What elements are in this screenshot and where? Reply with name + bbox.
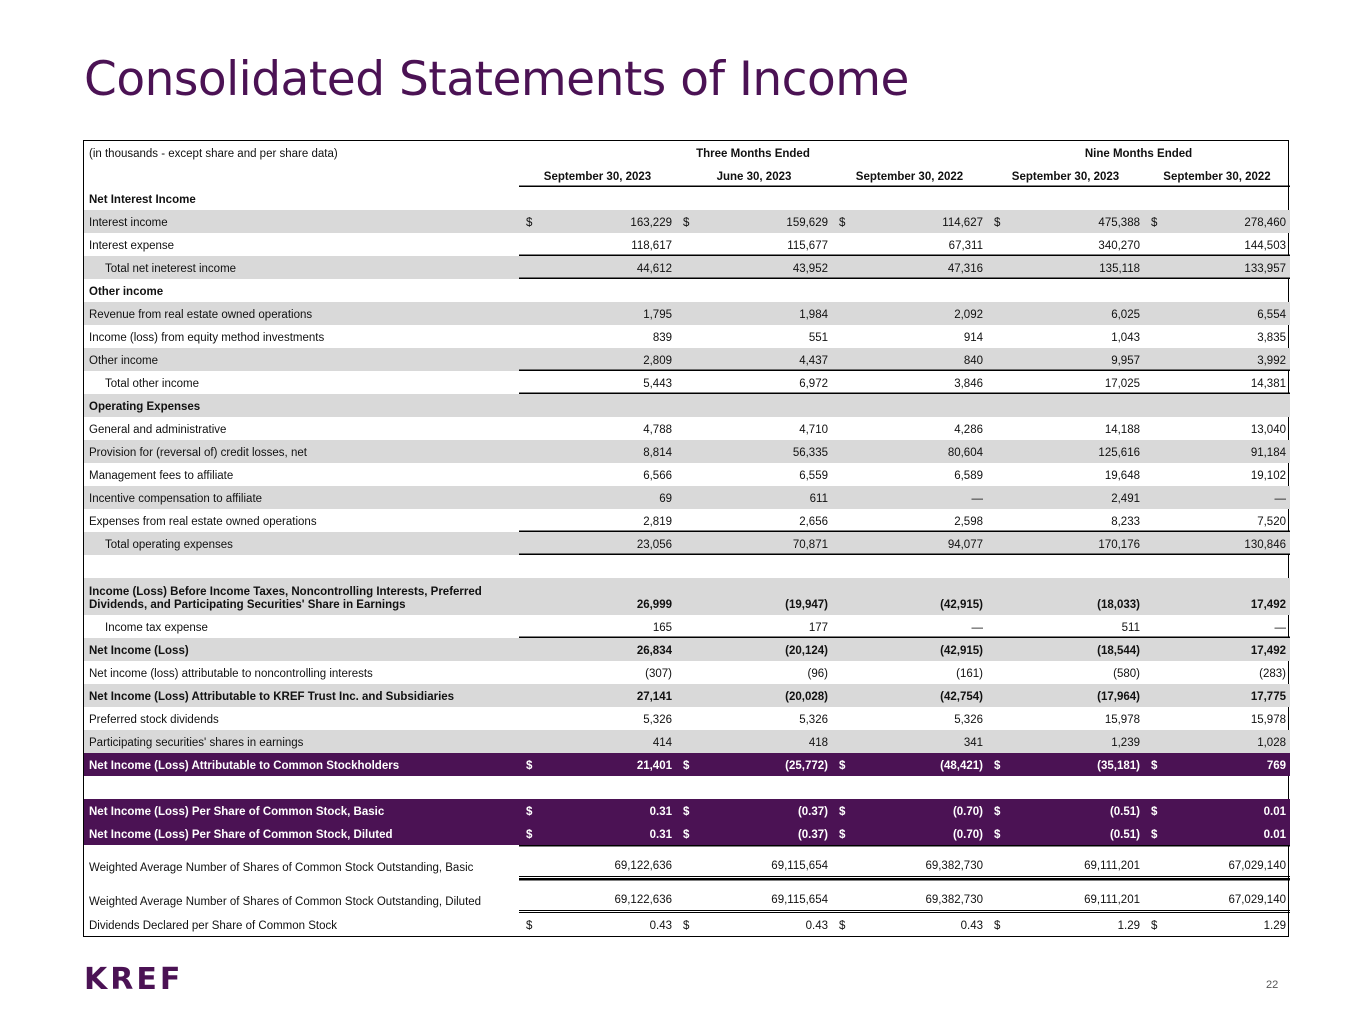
currency-symbol: $: [1151, 920, 1158, 932]
cell-value: 6,025: [987, 302, 1144, 325]
cell-value-text: (48,421): [940, 760, 983, 772]
cell-value: 23,056: [519, 532, 676, 555]
cell-value: 2,809: [519, 348, 676, 371]
cell-value: 6,972: [676, 371, 832, 394]
row-label: Interest income: [84, 210, 519, 233]
currency-symbol: $: [994, 829, 1001, 841]
currency-symbol: $: [1151, 829, 1158, 841]
section-heading: Operating Expenses: [84, 394, 519, 417]
cell-value: 3,992: [1144, 348, 1290, 371]
cell-value-text: (0.37): [797, 806, 828, 818]
table-row: [84, 463, 1290, 486]
row-label: Net Income (Loss) Attributable to Common Stockholders: [84, 753, 519, 776]
table-row: [84, 210, 1290, 233]
cell-value: 17,492: [1144, 578, 1290, 615]
cell-value: 43,952: [676, 256, 832, 279]
cell-value: [1144, 210, 1290, 233]
currency-symbol: $: [526, 806, 533, 818]
cell-value: 27,141: [519, 684, 676, 707]
currency-symbol: $: [683, 760, 690, 772]
kref-logo: KREF: [84, 962, 184, 997]
cell-value: [519, 912, 676, 937]
cell-value: 44,612: [519, 256, 676, 279]
cell-value: (18,033): [987, 578, 1144, 615]
cell-value: 69,122,636: [519, 878, 676, 912]
cell-value: 56,335: [676, 440, 832, 463]
row-label: Revenue from real estate owned operations: [84, 302, 519, 325]
column-header: September 30, 2022: [832, 164, 987, 187]
column-header: June 30, 2023: [676, 164, 832, 187]
table-row: [84, 878, 1290, 912]
table-row: [84, 371, 1290, 394]
cell-value: 2,491: [987, 486, 1144, 509]
cell-value: 14,381: [1144, 371, 1290, 394]
cell-value-text: 114,627: [942, 217, 983, 229]
cell-value-text: (25,772): [785, 760, 828, 772]
table-row: [84, 684, 1290, 707]
currency-symbol: $: [1151, 760, 1158, 772]
cell-value: 165: [519, 615, 676, 638]
cell-value-text: 1.29: [1263, 920, 1286, 932]
cell-value: 118,617: [519, 233, 676, 256]
cell-value-text: 0.43: [649, 920, 672, 932]
cell-value: [676, 753, 832, 776]
currency-symbol: $: [994, 217, 1001, 229]
cell-value: 17,025: [987, 371, 1144, 394]
cell-value: 2,656: [676, 509, 832, 532]
column-header: September 30, 2023: [519, 164, 676, 187]
cell-value: 17,492: [1144, 638, 1290, 661]
table-row: [84, 233, 1290, 256]
cell-value: (580): [1113, 668, 1140, 680]
cell-value-text: 0.31: [649, 829, 672, 841]
cell-value: [676, 912, 832, 937]
cell-value: (307): [645, 668, 672, 680]
cell-value: 1,043: [1111, 332, 1140, 344]
column-header: September 30, 2023: [987, 164, 1144, 187]
cell-value: 5,326: [954, 714, 983, 726]
table-row: [84, 912, 1290, 937]
cell-value: 69,382,730: [832, 878, 987, 912]
cell-value: (18,544): [987, 638, 1144, 661]
cell-value: 67,029,140: [1144, 878, 1290, 912]
cell-value: 8,814: [519, 440, 676, 463]
cell-value: [676, 799, 832, 822]
cell-value: (283): [1259, 668, 1286, 680]
cell-value: 340,270: [987, 233, 1144, 256]
currency-symbol: $: [683, 217, 690, 229]
cell-value-text: 159,629: [786, 217, 828, 229]
cell-value-text: (0.70): [952, 829, 983, 841]
cell-value-text: 1.29: [1117, 920, 1140, 932]
cell-value: [1144, 753, 1290, 776]
column-header-row: [84, 164, 1290, 187]
currency-symbol: $: [683, 829, 690, 841]
row-label: Expenses from real estate owned operations: [89, 516, 317, 528]
table-row: [84, 822, 1290, 845]
units-note: (in thousands - except share and per share data): [89, 148, 338, 160]
row-label: Net Income (Loss) Per Share of Common Stock, Basic: [84, 799, 519, 822]
three-months-header: Three Months Ended: [696, 148, 810, 160]
cell-value: [519, 822, 676, 845]
table-row: [84, 279, 1290, 302]
cell-value-text: 0.01: [1263, 829, 1286, 841]
section-heading: Net Interest Income: [89, 194, 196, 206]
row-label: Management fees to affiliate: [89, 470, 234, 482]
cell-value: 67,311: [832, 233, 987, 256]
cell-value: 839: [652, 332, 672, 344]
cell-value: 144,503: [1144, 233, 1290, 256]
cell-value: 17,775: [1144, 684, 1290, 707]
cell-value: 418: [676, 730, 832, 753]
cell-value: 69,111,201: [987, 845, 1144, 878]
cell-value: 6,554: [1144, 302, 1290, 325]
cell-value: 47,316: [832, 256, 987, 279]
cell-value: 125,616: [987, 440, 1144, 463]
row-label: General and administrative: [89, 424, 227, 436]
table-row: [84, 615, 1290, 638]
currency-symbol: $: [526, 217, 533, 229]
currency-symbol: $: [994, 760, 1001, 772]
cell-value: (20,124): [676, 638, 832, 661]
currency-symbol: $: [526, 760, 533, 772]
cell-value: [519, 210, 676, 233]
cell-value: 4,710: [799, 424, 828, 436]
row-label: Income tax expense: [105, 622, 208, 634]
currency-symbol: $: [526, 920, 533, 932]
table-row: [84, 302, 1290, 325]
table-row: [84, 348, 1290, 371]
cell-value: 26,834: [519, 638, 676, 661]
cell-value: [832, 822, 987, 845]
table-row: [84, 187, 1290, 210]
row-label: Income (Loss) Before Income Taxes, Noncontrolling Interests, Preferred Dividends, and Participating Securities' Share in Earnings: [84, 578, 519, 615]
cell-value: [987, 210, 1144, 233]
cell-value-text: 769: [1266, 760, 1286, 772]
cell-value: 9,957: [987, 348, 1144, 371]
section-heading: Other income: [89, 286, 164, 298]
table-row: [84, 394, 1290, 417]
row-label: Income (loss) from equity method investments: [89, 332, 325, 344]
cell-value: 91,184: [1144, 440, 1290, 463]
table-row: [84, 509, 1290, 532]
cell-value: 15,978: [1104, 714, 1140, 726]
row-label: Net income (loss) attributable to noncontrolling interests: [89, 668, 373, 680]
currency-symbol: $: [526, 829, 533, 841]
row-label: Other income: [84, 348, 519, 371]
cell-value: [832, 210, 987, 233]
cell-value: 69,115,654: [676, 845, 832, 878]
cell-value: 80,604: [832, 440, 987, 463]
cell-value: 1,984: [676, 302, 832, 325]
cell-value: 19,648: [1104, 470, 1140, 482]
cell-value: [832, 753, 987, 776]
table-row: [84, 486, 1290, 509]
cell-value: [519, 753, 676, 776]
table-row: [84, 638, 1290, 661]
currency-symbol: $: [839, 829, 846, 841]
cell-value-text: 0.43: [805, 920, 828, 932]
cell-value: 511: [987, 615, 1144, 638]
cell-value: [987, 822, 1144, 845]
cell-value-text: 0.31: [649, 806, 672, 818]
cell-value: (17,964): [987, 684, 1144, 707]
table-row: [84, 440, 1290, 463]
cell-value: 2,819: [519, 509, 676, 532]
cell-value: 14,188: [1104, 424, 1140, 436]
cell-value: 1,239: [987, 730, 1144, 753]
currency-symbol: $: [1151, 217, 1158, 229]
row-label: Preferred stock dividends: [89, 714, 219, 726]
cell-value: 69: [519, 486, 676, 509]
cell-value: 341: [832, 730, 987, 753]
cell-value: 4,437: [676, 348, 832, 371]
cell-value: 3,835: [1257, 332, 1286, 344]
cell-value: 135,118: [987, 256, 1144, 279]
table-row: [84, 417, 1290, 440]
cell-value: 177: [676, 615, 832, 638]
currency-symbol: $: [839, 920, 846, 932]
row-label: Net Income (Loss): [84, 638, 519, 661]
cell-value: 67,029,140: [1144, 845, 1290, 878]
cell-value-text: (0.37): [797, 829, 828, 841]
cell-value-text: (0.51): [1109, 806, 1140, 818]
cell-value: 914: [963, 332, 983, 344]
table-row: [84, 845, 1290, 878]
cell-value: —: [1144, 486, 1290, 509]
cell-value: 5,443: [519, 371, 676, 394]
cell-value: (19,947): [676, 578, 832, 615]
cell-value: 4,286: [954, 424, 983, 436]
cell-value: 1,028: [1144, 730, 1290, 753]
cell-value: 13,040: [1250, 424, 1286, 436]
cell-value-text: 475,388: [1098, 217, 1140, 229]
cell-value: [987, 753, 1144, 776]
row-label: Incentive compensation to affiliate: [84, 486, 519, 509]
row-label: Net Income (Loss) Per Share of Common Stock, Diluted: [84, 822, 519, 845]
cell-value: 115,677: [676, 233, 832, 256]
currency-symbol: $: [839, 760, 846, 772]
currency-symbol: $: [683, 806, 690, 818]
cell-value: 170,176: [987, 532, 1144, 555]
table-row: [84, 661, 1290, 684]
cell-value: [1144, 912, 1290, 937]
page-number: 22: [1266, 979, 1279, 991]
cell-value: 6,559: [799, 470, 828, 482]
row-label: Total other income: [105, 378, 199, 390]
table-row: [84, 578, 1290, 615]
row-label: Provision for (reversal of) credit losses, net: [84, 440, 519, 463]
cell-value-text: (0.70): [952, 806, 983, 818]
currency-symbol: $: [994, 806, 1001, 818]
currency-symbol: $: [839, 806, 846, 818]
cell-value: 840: [832, 348, 987, 371]
cell-value-text: 0.43: [960, 920, 983, 932]
currency-symbol: $: [1151, 806, 1158, 818]
cell-value: 26,999: [519, 578, 676, 615]
cell-value: 414: [519, 730, 676, 753]
table-row: [84, 707, 1290, 730]
cell-value-text: 21,401: [636, 760, 672, 772]
spacer-row: [84, 776, 1290, 799]
currency-symbol: $: [839, 217, 846, 229]
cell-value: 6,589: [954, 470, 983, 482]
cell-value: 7,520: [1144, 509, 1290, 532]
cell-value: [832, 799, 987, 822]
table-row: [84, 532, 1290, 555]
column-header: September 30, 2022: [1144, 164, 1290, 187]
cell-value: [676, 822, 832, 845]
page-title: Consolidated Statements of Income: [84, 52, 909, 107]
row-label: Total net ineterest income: [84, 256, 519, 279]
cell-value: [1144, 799, 1290, 822]
cell-value: 6,566: [643, 470, 672, 482]
row-label: Interest expense: [89, 240, 175, 252]
group-header-row: [84, 141, 1290, 164]
cell-value: 2,092: [832, 302, 987, 325]
cell-value: [1144, 822, 1290, 845]
cell-value: (42,754): [832, 684, 987, 707]
cell-value: 133,957: [1144, 256, 1290, 279]
table-row: [84, 799, 1290, 822]
currency-symbol: $: [994, 920, 1001, 932]
cell-value: 69,382,730: [832, 845, 987, 878]
cell-value: (42,915): [832, 638, 987, 661]
cell-value: 94,077: [832, 532, 987, 555]
cell-value: (42,915): [832, 578, 987, 615]
spacer-row: [84, 555, 1290, 578]
cell-value: 4,788: [643, 424, 672, 436]
cell-value: 130,846: [1144, 532, 1290, 555]
cell-value-text: 0.01: [1263, 806, 1286, 818]
cell-value: 2,598: [832, 509, 987, 532]
row-label: Dividends Declared per Share of Common Stock: [89, 920, 338, 932]
currency-symbol: $: [683, 920, 690, 932]
row-label: Total operating expenses: [84, 532, 519, 555]
nine-months-header: Nine Months Ended: [1084, 148, 1193, 160]
cell-value: 19,102: [1250, 470, 1286, 482]
cell-value: —: [832, 486, 987, 509]
cell-value: [987, 912, 1144, 937]
cell-value-text: (0.51): [1109, 829, 1140, 841]
cell-value-text: 163,229: [630, 217, 672, 229]
cell-value: 5,326: [799, 714, 828, 726]
cell-value: 3,846: [832, 371, 987, 394]
cell-value: [987, 799, 1144, 822]
table-row: [84, 256, 1290, 279]
cell-value: (96): [807, 668, 828, 680]
cell-value: [676, 210, 832, 233]
income-statement-table: [83, 140, 1289, 937]
cell-value: 1,795: [519, 302, 676, 325]
cell-value: (20,028): [676, 684, 832, 707]
cell-value: 15,978: [1250, 714, 1286, 726]
cell-value-text: 278,460: [1244, 217, 1286, 229]
cell-value: 5,326: [643, 714, 672, 726]
cell-value: [832, 912, 987, 937]
table-row: [84, 730, 1290, 753]
cell-value: —: [1144, 615, 1290, 638]
cell-value-text: (35,181): [1097, 760, 1140, 772]
table-row: [84, 753, 1290, 776]
cell-value: 70,871: [676, 532, 832, 555]
cell-value: 69,115,654: [676, 878, 832, 912]
cell-value: 8,233: [987, 509, 1144, 532]
cell-value: [519, 799, 676, 822]
cell-value: —: [832, 615, 987, 638]
row-label: Net Income (Loss) Attributable to KREF Trust Inc. and Subsidiaries: [84, 684, 519, 707]
cell-value: (161): [956, 668, 983, 680]
table-row: [84, 325, 1290, 348]
cell-value: 551: [808, 332, 828, 344]
cell-value: 69,111,201: [987, 878, 1144, 912]
row-label: Participating securities' shares in earnings: [84, 730, 519, 753]
row-label: Weighted Average Number of Shares of Common Stock Outstanding, Diluted: [89, 895, 482, 908]
cell-value: 611: [676, 486, 832, 509]
cell-value: 69,122,636: [519, 845, 676, 878]
row-label: Weighted Average Number of Shares of Common Stock Outstanding, Basic: [89, 861, 474, 874]
